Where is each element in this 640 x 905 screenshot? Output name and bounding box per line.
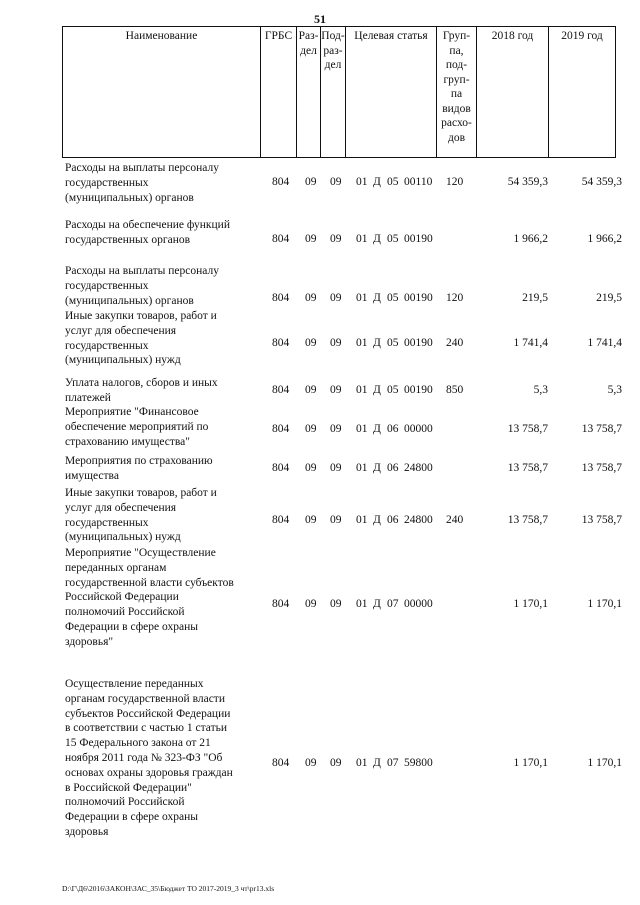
cell-pr: 09 — [330, 462, 342, 474]
cell-ts2: Д — [373, 292, 381, 304]
table-header — [62, 26, 616, 158]
cell-grbs: 804 — [272, 175, 290, 188]
cell-rz: 09 — [305, 292, 317, 304]
cell-grbs: 804 — [272, 423, 290, 435]
header-podrazdel: Под- раз- дел — [320, 27, 345, 157]
cell-ts1: 01 — [356, 337, 368, 349]
cell-pr: 09 — [330, 423, 342, 435]
cell-rz: 09 — [305, 757, 317, 769]
cell-vr: 120 — [446, 175, 464, 188]
cell-y2018: 13 758,7 — [507, 462, 548, 474]
cell-ts3: 06 — [387, 514, 399, 526]
cell-pr: 09 — [330, 232, 342, 245]
cell-pr: 09 — [330, 384, 342, 396]
cell-rz: 09 — [305, 462, 317, 474]
cell-grbs: 804 — [272, 292, 290, 304]
cell-ts2: Д — [373, 514, 381, 526]
cell-ts2: Д — [373, 423, 381, 435]
row-name: Осуществление переданных органам государственной власти субъектов Российской Федерации в соответствии с частью 1 статьи 15 Федерального закона от 21 ноября 2011 года № 323-ФЗ "Об основах охраны здоровья граждан в Российской Федерации" полномочий Российской Федерации в сфере охраны здоровья — [65, 678, 233, 838]
cell-vr: 240 — [446, 337, 464, 349]
cell-ts2: Д — [373, 598, 381, 610]
cell-ts2: Д — [373, 175, 381, 188]
cell-ts1: 01 — [356, 384, 368, 396]
header-2019: 2019 год — [548, 27, 616, 157]
row-name: Мероприятие "Осуществление переданных органам государственной власти субъектов Российской Федерации полномочий Российской Федерации в сфере охраны здоровья" — [65, 547, 234, 648]
cell-ts2: Д — [373, 232, 381, 245]
cell-pr: 09 — [330, 292, 342, 304]
cell-y2019: 1 170,1 — [587, 757, 622, 769]
cell-ts4: 00190 — [404, 384, 433, 396]
cell-y2019: 1 741,4 — [587, 337, 622, 349]
cell-y2019: 13 758,7 — [581, 423, 622, 435]
page-number: 51 — [314, 12, 326, 26]
cell-grbs: 804 — [272, 514, 290, 526]
row-name: Иные закупки товаров, работ и услуг для обеспечения государственных (муниципальных) нужд — [65, 310, 217, 367]
cell-y2018: 219,5 — [522, 292, 548, 304]
cell-y2019: 13 758,7 — [581, 462, 622, 474]
cell-ts3: 05 — [387, 292, 399, 304]
cell-rz: 09 — [305, 337, 317, 349]
cell-grbs: 804 — [272, 232, 290, 245]
cell-ts3: 07 — [387, 757, 399, 769]
row-name: Расходы на выплаты персоналу государственных (муниципальных) органов — [65, 265, 219, 307]
cell-pr: 09 — [330, 757, 342, 769]
cell-ts1: 01 — [356, 423, 368, 435]
cell-pr: 09 — [330, 175, 342, 188]
file-path-footer: D:\Г\Д6\2016\ЗАКОН\ЗАС_35\Бюджет ТО 2017-2019_3 чт\pr13.xls — [62, 884, 275, 893]
cell-ts4: 00000 — [404, 423, 433, 435]
row-name: Мероприятие "Финансовое обеспечение мероприятий по страхованию имущества" — [65, 406, 209, 448]
cell-rz: 09 — [305, 423, 317, 435]
row-name: Мероприятия по страхованию имущества — [65, 455, 213, 482]
cell-y2019: 13 758,7 — [581, 514, 622, 526]
cell-ts2: Д — [373, 462, 381, 474]
cell-y2018: 13 758,7 — [507, 423, 548, 435]
cell-ts2: Д — [373, 384, 381, 396]
cell-ts3: 05 — [387, 337, 399, 349]
cell-pr: 09 — [330, 598, 342, 610]
cell-pr: 09 — [330, 514, 342, 526]
cell-y2018: 5,3 — [533, 384, 548, 396]
cell-vr: 240 — [446, 514, 464, 526]
cell-ts4: 24800 — [404, 514, 433, 526]
cell-ts4: 00190 — [404, 337, 433, 349]
cell-ts1: 01 — [356, 232, 368, 245]
cell-ts4: 59800 — [404, 757, 433, 769]
cell-ts4: 24800 — [404, 462, 433, 474]
cell-rz: 09 — [305, 514, 317, 526]
cell-grbs: 804 — [272, 598, 290, 610]
cell-ts1: 01 — [356, 292, 368, 304]
cell-ts1: 01 — [356, 757, 368, 769]
cell-ts1: 01 — [356, 462, 368, 474]
cell-y2018: 1 170,1 — [513, 598, 548, 610]
cell-ts3: 05 — [387, 175, 399, 188]
cell-ts4: 00190 — [404, 232, 433, 245]
cell-rz: 09 — [305, 175, 317, 188]
header-name: Наименование — [62, 27, 260, 157]
cell-ts4: 00110 — [404, 175, 433, 188]
row-name: Иные закупки товаров, работ и услуг для обеспечения государственных (муниципальных) нужд — [65, 487, 217, 544]
cell-y2019: 5,3 — [607, 384, 622, 396]
header-grbs: ГРБС — [260, 27, 296, 157]
cell-y2018: 54 359,3 — [507, 175, 548, 188]
cell-ts3: 05 — [387, 232, 399, 245]
cell-y2019: 219,5 — [596, 292, 622, 304]
cell-rz: 09 — [305, 232, 317, 245]
cell-ts3: 06 — [387, 462, 399, 474]
cell-ts4: 00000 — [404, 598, 433, 610]
cell-vr: 850 — [446, 384, 464, 396]
header-razdel: Раз- дел — [296, 27, 320, 157]
header-group: Груп- па, под- груп- па видов расхо- дов — [436, 27, 476, 157]
cell-y2018: 1 966,2 — [513, 232, 548, 245]
row-name: Расходы на выплаты персоналу государственных (муниципальных) органов — [65, 162, 219, 204]
header-target: Целевая статья — [345, 27, 436, 157]
row-name: Расходы на обеспечение функций государственных органов — [65, 219, 230, 246]
cell-y2018: 13 758,7 — [507, 514, 548, 526]
cell-ts2: Д — [373, 757, 381, 769]
cell-grbs: 804 — [272, 384, 290, 396]
cell-ts4: 00190 — [404, 292, 433, 304]
cell-ts1: 01 — [356, 175, 368, 188]
cell-y2019: 1 170,1 — [587, 598, 622, 610]
header-2018: 2018 год — [476, 27, 548, 157]
cell-y2019: 1 966,2 — [587, 232, 622, 245]
row-name: Уплата налогов, сборов и иных платежей — [65, 377, 218, 404]
cell-ts1: 01 — [356, 598, 368, 610]
cell-ts2: Д — [373, 337, 381, 349]
cell-ts1: 01 — [356, 514, 368, 526]
cell-grbs: 804 — [272, 462, 290, 474]
cell-grbs: 804 — [272, 337, 290, 349]
cell-y2019: 54 359,3 — [581, 175, 622, 188]
cell-rz: 09 — [305, 384, 317, 396]
cell-grbs: 804 — [272, 757, 290, 769]
cell-vr: 120 — [446, 292, 464, 304]
cell-ts3: 05 — [387, 384, 399, 396]
cell-pr: 09 — [330, 337, 342, 349]
cell-rz: 09 — [305, 598, 317, 610]
cell-ts3: 06 — [387, 423, 399, 435]
cell-y2018: 1 741,4 — [513, 337, 548, 349]
cell-ts3: 07 — [387, 598, 399, 610]
cell-y2018: 1 170,1 — [513, 757, 548, 769]
